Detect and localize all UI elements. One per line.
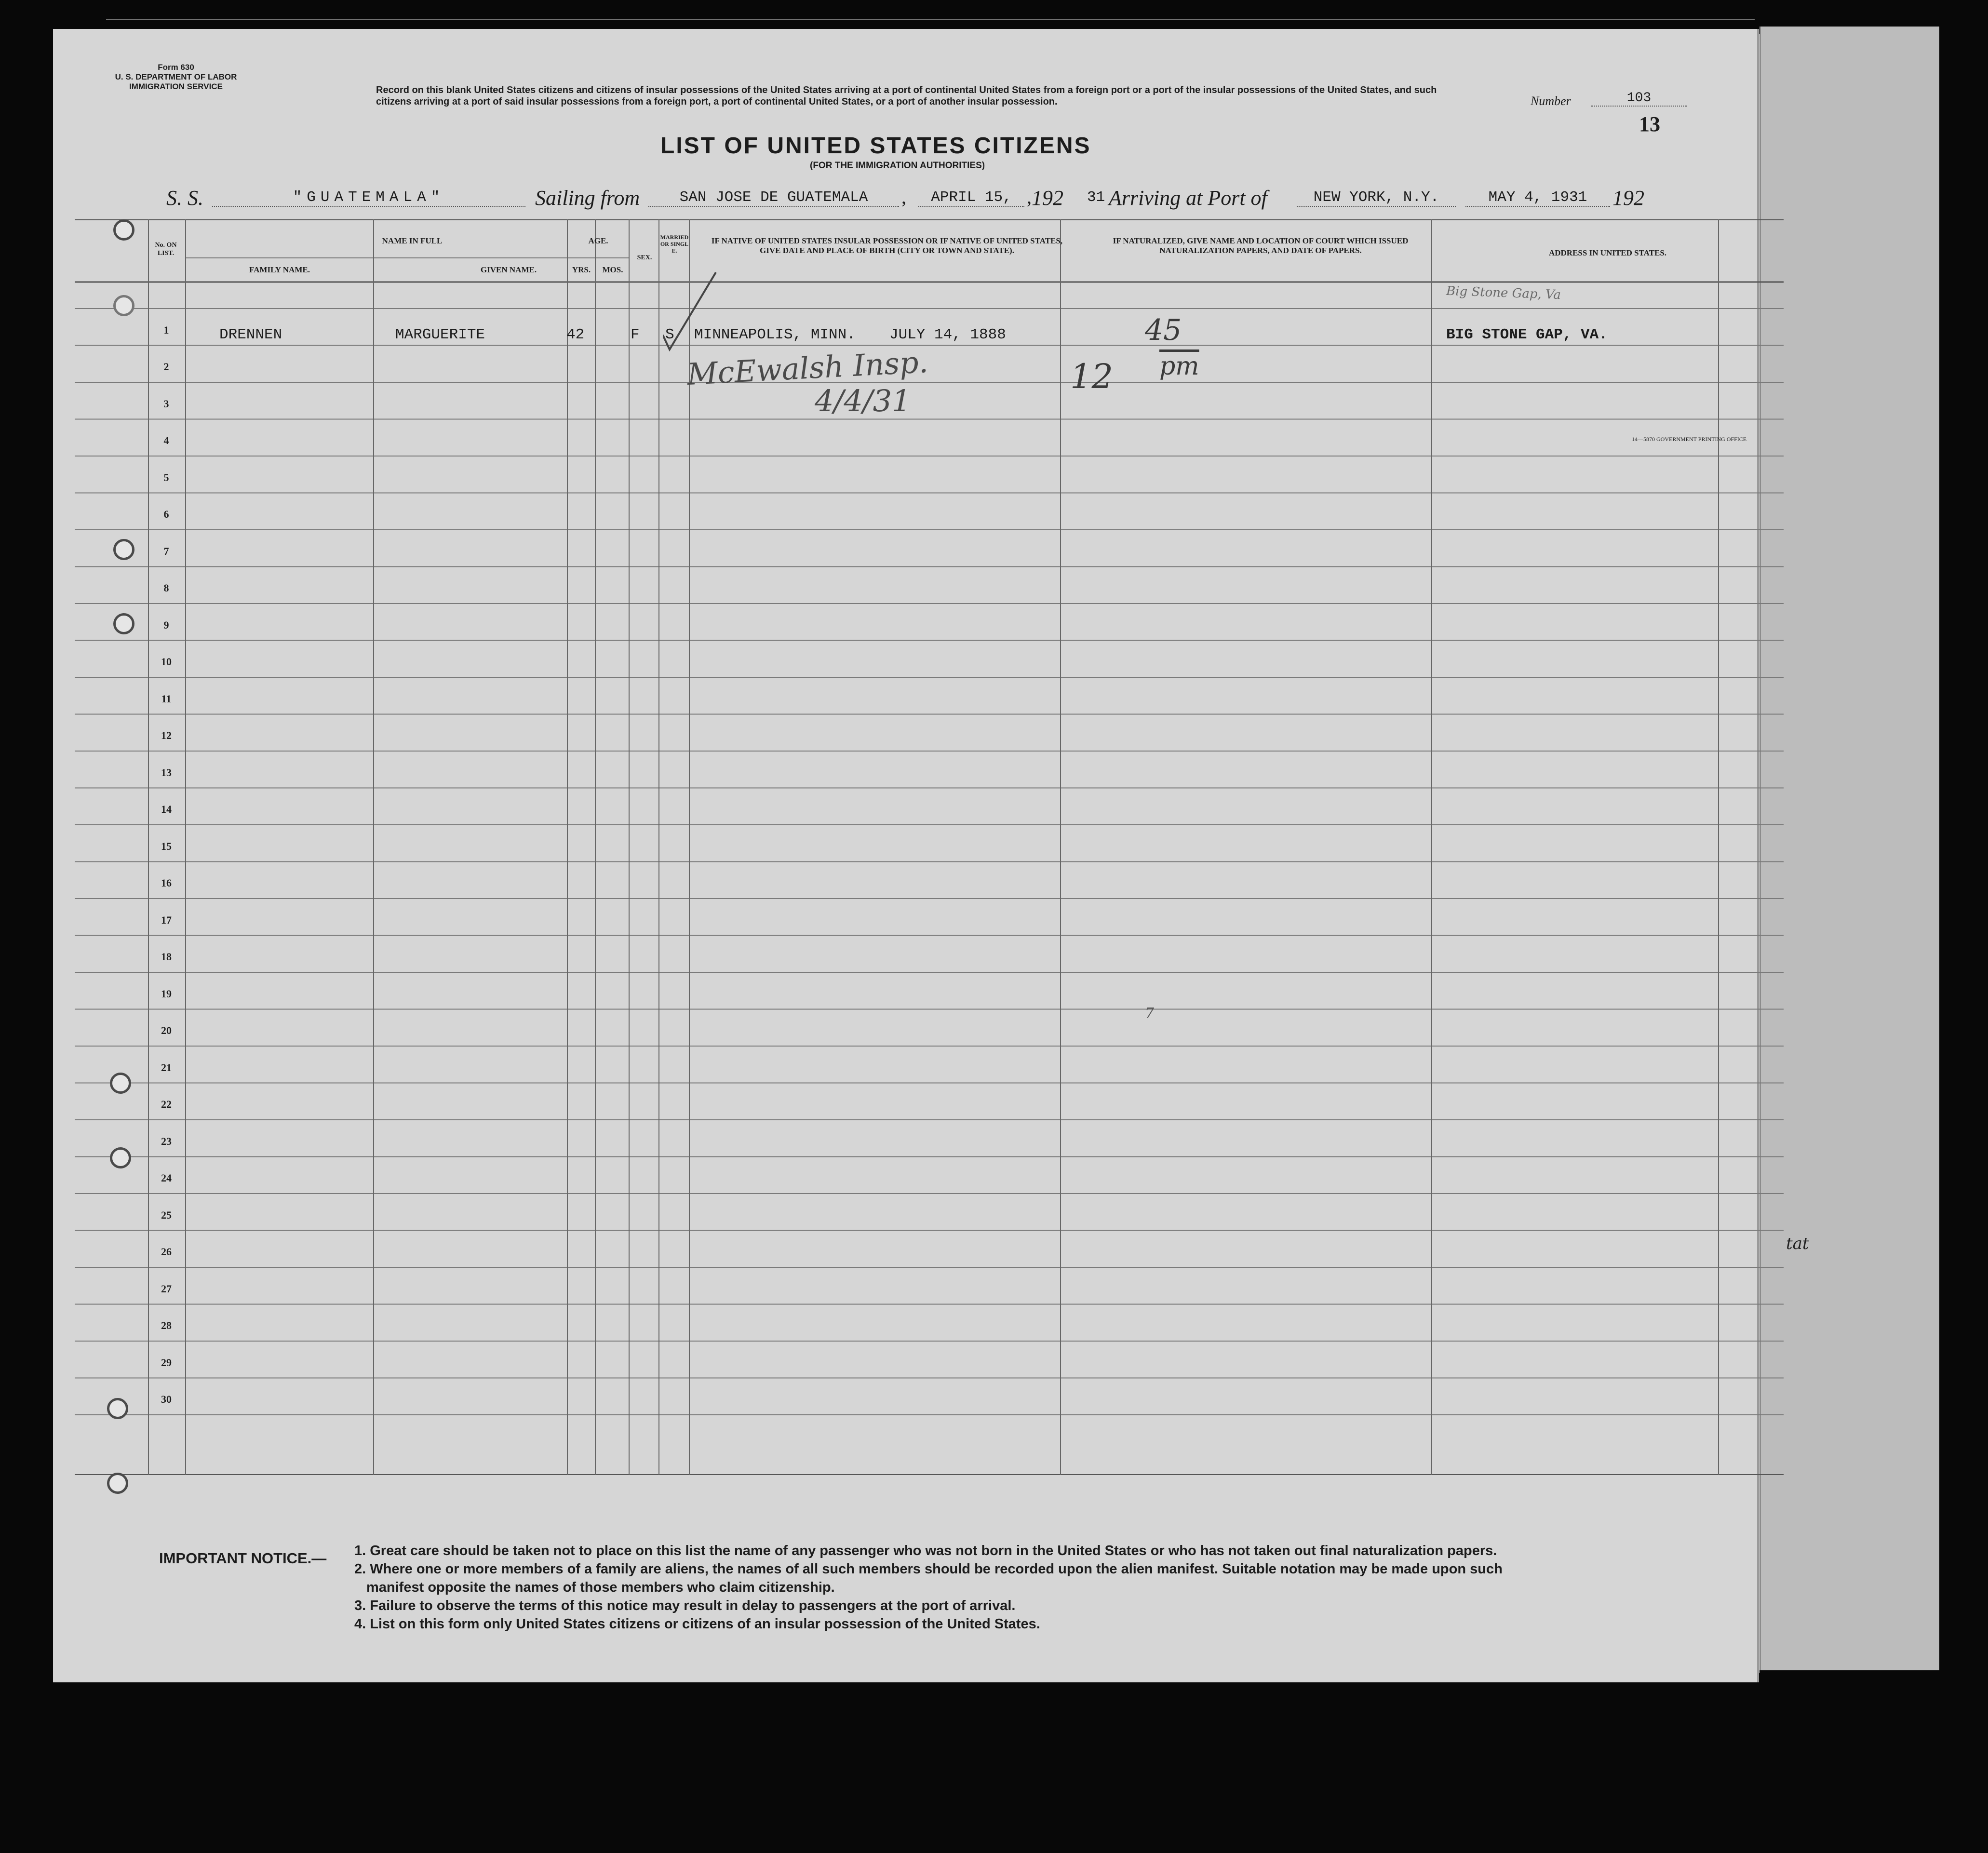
birth-date-cell: JULY 14, 1888 (889, 326, 1006, 343)
year-prefix-departure: 192 (1032, 186, 1063, 210)
row-number: 6 (163, 508, 169, 520)
header-family-name: FAMILY NAME. (249, 265, 310, 274)
notice-item: 4. List on this form only United States citizens or citizens of an insular possession of the United States. (354, 1616, 1040, 1632)
row-number: 7 (163, 545, 169, 557)
row-number: 9 (163, 618, 169, 631)
header-no-on-list: No. ON LIST. (155, 242, 177, 257)
arrival-date: MAY 4, 1931 (1465, 189, 1610, 207)
arriving-label: Arriving at Port of (1109, 186, 1267, 210)
row-number: 5 (163, 471, 169, 483)
row-number: 18 (161, 951, 172, 963)
page-title: LIST OF UNITED STATES CITIZENS (660, 133, 1091, 159)
department: U. S. DEPARTMENT OF LABOR (115, 72, 237, 81)
header-name-in-full: NAME IN FULL (382, 236, 443, 245)
row-number: 27 (161, 1282, 172, 1295)
number-label: Number (1531, 94, 1571, 108)
handwritten-time-minutes: 45 (1145, 313, 1182, 347)
row-number: 26 (161, 1246, 172, 1258)
binder-hole (110, 1147, 131, 1168)
ship-name: "GUATEMALA" (212, 189, 525, 207)
header-given-name: GIVEN NAME. (480, 265, 537, 274)
number-value: 103 (1591, 91, 1687, 107)
handwritten-time-pm: $\overline{pm}$ (1159, 352, 1199, 381)
form-number: Form 630 (158, 63, 194, 72)
sheet-number: 13 (1639, 112, 1660, 136)
binder-hole (113, 219, 134, 241)
binder-hole (113, 295, 134, 316)
handwritten-address-note: Big Stone Gap, Va (1446, 283, 1561, 303)
header-yrs: YRS. (572, 265, 591, 274)
binder-hole (107, 1398, 128, 1419)
row-number: 28 (161, 1319, 172, 1331)
row-number: 3 (163, 397, 169, 410)
notice-item: 3. Failure to observe the terms of this notice may result in delay to passengers at the port of arrival. (354, 1598, 1016, 1613)
age-yrs-cell: 42 (566, 326, 585, 343)
notice-item: 2. Where one or more members of a family are aliens, the names of all such members should be recorded upon the alien manifest. Suitable notation may be made upon such (354, 1561, 1503, 1577)
margin-mark: tat (1786, 1234, 1809, 1253)
row-number: 8 (163, 582, 169, 594)
form-identifier (96, 63, 255, 92)
given-name-cell: MARGUERITE (395, 326, 485, 343)
row-number: 1 (163, 323, 169, 336)
ss-label: S. S. (166, 186, 203, 210)
printer-mark: 14—5870 GOVERNMENT PRINTING OFFICE (1632, 436, 1747, 443)
row-number: 20 (161, 1024, 172, 1036)
year-fill-departure: 31 (1087, 189, 1105, 206)
row-number: 11 (161, 692, 172, 705)
row-number: 25 (161, 1208, 172, 1221)
row-number: 30 (161, 1393, 172, 1405)
sex-cell: F (631, 326, 640, 343)
row-number: 14 (161, 803, 172, 815)
sailing-from-label: Sailing from (535, 186, 640, 210)
row-number: 19 (161, 987, 172, 1000)
header-age: AGE. (588, 236, 608, 245)
row-number: 23 (161, 1135, 172, 1147)
family-name-cell: DRENNEN (219, 326, 282, 343)
row-number: 17 (161, 913, 172, 926)
manifest-table (75, 219, 1784, 1475)
departure-date: APRIL 15, (918, 189, 1024, 207)
back-sheet (1760, 27, 1939, 1670)
handwritten-inspector-signature: McEwalsh Insp. (686, 344, 929, 392)
notice-item: 1. Great care should be taken not to place on this list the name of any passenger who was not born in the United States or who has not taken out final naturalization papers. (354, 1543, 1497, 1558)
binder-hole (107, 1473, 128, 1494)
binder-hole (113, 613, 134, 634)
header-sex: SEX. (637, 254, 652, 261)
header-mos: MOS. (602, 265, 623, 274)
row-number: 29 (161, 1356, 172, 1369)
top-edge-rule (106, 19, 1755, 20)
row-number: 15 (161, 840, 172, 852)
separator-comma: , (1027, 186, 1032, 208)
address-cell: BIG STONE GAP, VA. (1446, 326, 1608, 343)
binder-hole (110, 1073, 131, 1094)
header-native: IF NATIVE OF UNITED STATES INSULAR POSSESSION OR IF NATIVE OF UNITED STATES, GIVE DATE AND PLACE OF BIRTH (CITY OR TOWN AND STATE). (711, 236, 1063, 255)
row-number: 21 (161, 1061, 172, 1074)
port-from: SAN JOSE DE GUATEMALA (648, 189, 899, 207)
row-number: 22 (161, 1098, 172, 1110)
year-prefix-arrival: 192 (1612, 186, 1644, 210)
notice-item: manifest opposite the names of those members who claim citizenship. (366, 1580, 835, 1595)
row-number: 24 (161, 1172, 172, 1184)
row-number: 4 (163, 434, 169, 446)
notice-title: IMPORTANT NOTICE.— (159, 1550, 327, 1567)
header-address: ADDRESS IN UNITED STATES. (1548, 248, 1667, 257)
header-naturalized: IF NATURALIZED, GIVE NAME AND LOCATION OF COURT WHICH ISSUED NATURALIZATION PAPERS, AND DATE OF PAPERS. (1113, 236, 1409, 255)
handwritten-date: 4/4/31 (815, 383, 911, 418)
service: IMMIGRATION SERVICE (129, 82, 223, 91)
row-number: 10 (161, 656, 172, 668)
row-number: 16 (161, 877, 172, 889)
check-mark (663, 268, 721, 354)
row-number: 2 (163, 361, 169, 373)
handwritten-time-number: 12 (1070, 357, 1114, 396)
row-number: 13 (161, 766, 172, 779)
binder-hole (113, 539, 134, 560)
row-number: 12 (161, 729, 172, 741)
intro-text: Record on this blank United States citizens and citizens of insular possessions of the United States arriving at a port of continental United States from a foreign port or a port of the insular possessions of the United States, and such citizens arriving at a port of said insular possessions from a foreign port, a port of continental United States, or a port of another insular possession. (376, 85, 1437, 107)
table-grid (75, 219, 1784, 1475)
page-subtitle: (FOR THE IMMIGRATION AUTHORITIES) (810, 161, 985, 171)
marital-cell: S (665, 326, 674, 343)
separator-comma: , (901, 186, 906, 208)
port-to: NEW YORK, N.Y. (1297, 189, 1456, 207)
stray-pencil-mark: 7 (1145, 1005, 1155, 1022)
header-married-or-single: MARRIED OR SINGLE. (660, 234, 689, 254)
birth-place-cell: MINNEAPOLIS, MINN. (694, 326, 856, 343)
